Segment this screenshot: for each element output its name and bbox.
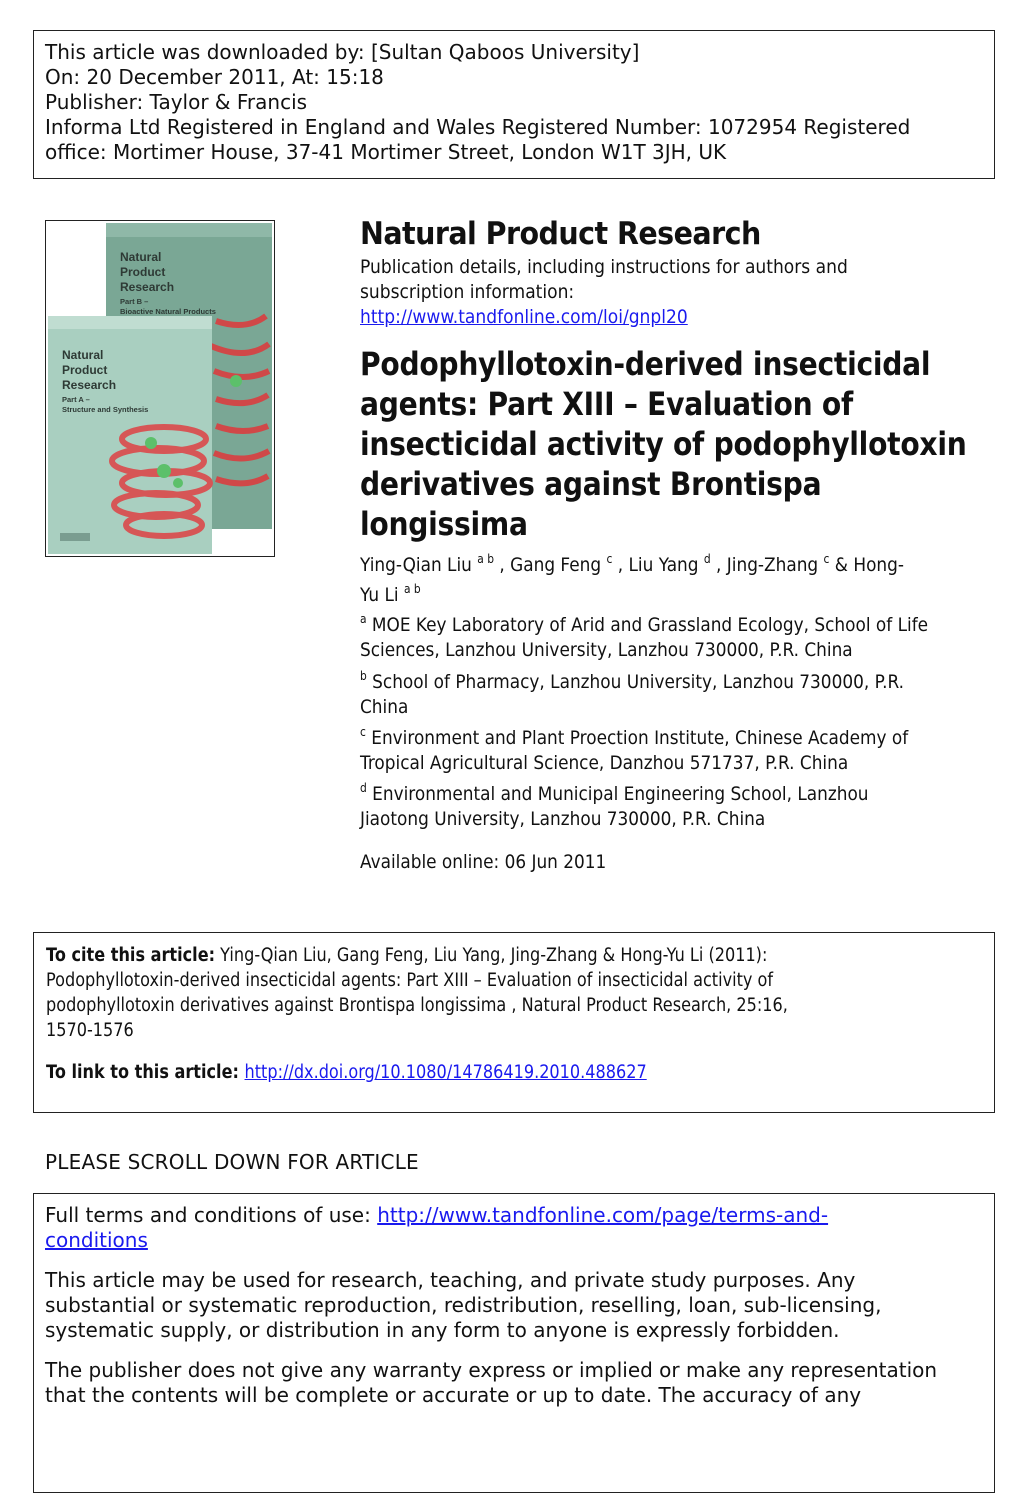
terms-url-link[interactable]: http://www.tandfonline.com/page/terms-and-: [377, 1203, 829, 1227]
journal-title: Natural Product Research: [360, 216, 761, 252]
cite-label: To cite this article:: [46, 945, 216, 966]
front-cover-part-1: Part A –: [62, 395, 90, 404]
front-cover-title-1: Natural: [62, 348, 104, 362]
cover-illustration: [46, 221, 274, 556]
terms-p1-line-3: systematic supply, or distribution in any form to anyone is expressly forbidden.: [45, 1318, 840, 1342]
author-4-affil: c: [823, 552, 830, 566]
terms-p1-line-1: This article may be used for research, teaching, and private study purposes. Any: [45, 1268, 856, 1292]
affiliation-d-sup: d: [360, 781, 367, 795]
cite-text-1: Ying-Qian Liu, Gang Feng, Liu Yang, Jing-Zhang & Hong-Yu Li (2011):: [215, 945, 768, 966]
download-line-4: Informa Ltd Registered in England and Wales Registered Number: 1072954 Registered: [45, 115, 911, 139]
author-list: [360, 550, 983, 610]
cite-text-4: 1570-1576: [46, 1020, 134, 1041]
affiliation-a-line-1: MOE Key Laboratory of Arid and Grassland Ecology, School of Life: [366, 614, 929, 636]
author-3: , Liu Yang: [612, 554, 704, 576]
author-2-affil: c: [606, 552, 613, 566]
publication-details-line-1: Publication details, including instructions for authors and: [360, 256, 848, 278]
scroll-down-note: PLEASE SCROLL DOWN FOR ARTICLE: [45, 1150, 419, 1174]
back-cover-title-2: Product: [120, 265, 166, 279]
article-title-line-1: Podophyllotoxin-derived insecticidal: [360, 345, 931, 383]
author-2: , Gang Feng: [494, 554, 607, 576]
article-title-line-2: agents: Part XIII – Evaluation of: [360, 385, 853, 423]
author-5-affil: a b: [403, 582, 421, 596]
publication-details-line-2: subscription information:: [360, 281, 575, 303]
terms-label: Full terms and conditions of use:: [45, 1203, 378, 1227]
front-cover-part-2: Structure and Synthesis: [62, 405, 149, 414]
available-online-date: Available online: 06 Jun 2011: [360, 851, 607, 873]
terms-box: [33, 1193, 995, 1493]
terms-p1-line-2: substantial or systematic reproduction, redistribution, reselling, loan, sub-licensing,: [45, 1293, 882, 1317]
journal-cover-image: [45, 220, 275, 557]
affiliation-c: [360, 726, 983, 776]
affiliation-a: [360, 613, 983, 663]
affiliation-c-line-2: Tropical Agricultural Science, Danzhou 571737, P.R. China: [360, 752, 849, 774]
author-1: Ying-Qian Liu: [360, 554, 478, 576]
back-cover-title-3: Research: [120, 280, 175, 294]
author-3-affil: d: [703, 552, 711, 566]
citation-box: [33, 932, 995, 1113]
cite-text-2: Podophyllotoxin-derived insecticidal agents: Part XIII – Evaluation of insecticidal activity of: [46, 970, 774, 991]
download-line-2: On: 20 December 2011, At: 15:18: [45, 65, 384, 89]
back-cover-part-2: Bioactive Natural Products: [120, 307, 216, 316]
affiliation-b-line-2: China: [360, 696, 409, 718]
download-notice-box: [33, 30, 995, 179]
article-title-line-5: longissima: [360, 505, 528, 543]
affiliation-d-line-1: Environmental and Municipal Engineering School, Lanzhou: [366, 783, 869, 805]
affiliation-d-line-2: Jiaotong University, Lanzhou 730000, P.R. China: [360, 808, 766, 830]
back-cover-title-1: Natural: [120, 250, 162, 264]
front-cover-title-3: Research: [62, 378, 117, 392]
download-line-3: Publisher: Taylor & Francis: [45, 90, 308, 114]
author-4: , Jing-Zhang: [710, 554, 824, 576]
doi-link[interactable]: http://dx.doi.org/10.1080/14786419.2010.488627: [244, 1062, 647, 1083]
affiliation-b-line-1: School of Pharmacy, Lanzhou University, Lanzhou 730000, P.R.: [366, 671, 905, 693]
front-cover-title-2: Product: [62, 363, 108, 377]
download-line-1: This article was downloaded by: [Sultan Qaboos University]: [45, 40, 640, 64]
affiliation-d: [360, 782, 983, 832]
terms-url-link-cont[interactable]: conditions: [45, 1228, 148, 1252]
terms-p2-line-2: that the contents will be complete or accurate or up to date. The accuracy of any: [45, 1383, 862, 1407]
download-line-5: office: Mortimer House, 37-41 Mortimer Street, London W1T 3JH, UK: [45, 140, 727, 164]
publication-details: [360, 255, 936, 330]
affiliation-a-line-2: Sciences, Lanzhou University, Lanzhou 730000, P.R. China: [360, 639, 853, 661]
terms-p2-line-1: The publisher does not give any warranty express or implied or make any representation: [45, 1358, 938, 1382]
affiliation-c-line-1: Environment and Plant Proection Institute, Chinese Academy of: [365, 727, 909, 749]
back-cover-part-1: Part B –: [120, 297, 149, 306]
affiliation-a-sup: a: [360, 612, 367, 626]
article-title: [360, 344, 976, 544]
affiliation-c-sup: c: [360, 725, 366, 739]
author-5-cont: Yu Li: [360, 584, 404, 606]
article-title-line-4: derivatives against Brontispa: [360, 465, 822, 503]
article-title-line-3: insecticidal activity of podophyllotoxin: [360, 425, 967, 463]
author-1-affil: a b: [477, 552, 495, 566]
affiliation-b: [360, 670, 983, 720]
affiliation-b-sup: b: [360, 669, 367, 683]
cite-text-3: podophyllotoxin derivatives against Brontispa longissima , Natural Product Research, 25:16,: [46, 995, 788, 1016]
journal-url-link[interactable]: http://www.tandfonline.com/loi/gnpl20: [360, 306, 688, 328]
link-label: To link to this article:: [46, 1062, 245, 1083]
author-5: & Hong-: [829, 554, 904, 576]
